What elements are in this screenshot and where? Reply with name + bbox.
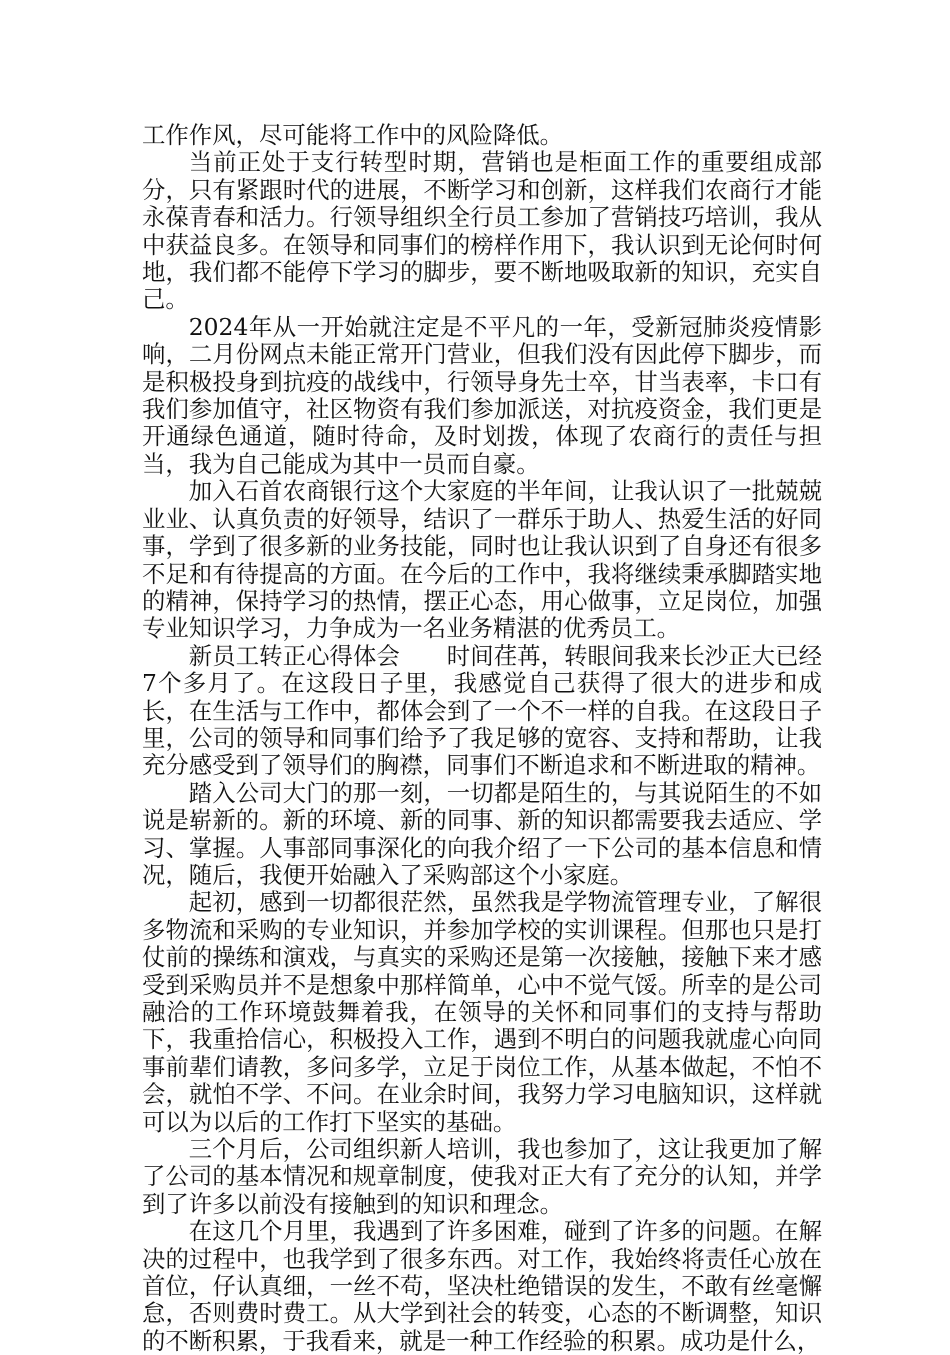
paragraph-7: 起初，感到一切都很茫然，虽然我是学物流管理专业，了解很多物流和采购的专业知识，并参加学校的实训课程。但那也只是打仗前的操练和演戏，与真实的采购还是第一次接触，接触下来才感受到采购员并不是想象中那样简单，心中不觉气馁。所幸的是公司融洽的工作环境鼓舞着我，在领导的关怀和同事们的支持与帮助下，我重拾信心，积极投入工作，遇到不明白的问题我就虚心向同事前辈们请教，多问多学，立足于岗位工作，从基本做起，不怕不会，就怕不学、不问。在业余时间，我努力学习电脑知识，这样就可以为以后的工作打下坚实的基础。 bbox=[142, 888, 822, 1136]
paragraph-2: 当前正处于支行转型时期，营销也是柜面工作的重要组成部分，只有紧跟时代的进展，不断学习和创新，这样我们农商行才能永葆青春和活力。行领导组织全行员工参加了营销技巧培训，我从中获益良多。在领导和同事们的榜样作用下，我认识到无论何时何地，我们都不能停下学习的脚步，要不断地吸取新的知识，充实自己。 bbox=[142, 148, 822, 314]
paragraph-8: 三个月后，公司组织新人培训，我也参加了，这让我更加了解了公司的基本情况和规章制度，使我对正大有了充分的认知，并学到了许多以前没有接触到的知识和理念。 bbox=[142, 1135, 822, 1218]
paragraph-1: 工作作风，尽可能将工作中的风险降低。 bbox=[142, 121, 564, 149]
paragraph-4: 加入石首农商银行这个大家庭的半年间，让我认识了一批兢兢业业、认真负责的好领导，结识了一群乐于助人、热爱生活的好同事，学到了很多新的业务技能，同时也让我认识到了自身还有很多不足和有待提高的方面。在今后的工作中，我将继续秉承脚踏实地的精神，保持学习的热情，摆正心态，用心做事，立足岗位，加强专业知识学习，力争成为一名业务精湛的优秀员工。 bbox=[142, 477, 822, 643]
paragraph-5: 新员工转正心得体会 时间荏苒，转眼间我来长沙正大已经7个多月了。在这段日子里，我感觉自己获得了很大的进步和成长，在生活与工作中，都体会到了一个不一样的自我。在这段日子里，公司的领导和同事们给予了我足够的宽容、支持和帮助，让我充分感受到了领导们的胸襟，同事们不断追求和不断进取的精神。 bbox=[142, 641, 822, 780]
paragraph-9: 在这几个月里，我遇到了许多困难，碰到了许多的问题。在解决的过程中，也我学到了很多东西。对工作，我始终将责任心放在首位，仔认真细，一丝不苟，坚决杜绝错误的发生，不敢有丝毫懈怠，否则费时费工。从大学到社会的转变，心态的不断调整，知识的不断积累，于我看来，就是一种工作经验的积累。成功是什么， bbox=[142, 1217, 822, 1355]
paragraph-3: 2024年从一开始就注定是不平凡的一年，受新冠肺炎疫情影响，二月份网点未能正常开门营业，但我们没有因此停下脚步，而是积极投身到抗疫的战线中，行领导身先士卒，甘当表率，卡口有我们参加值守，社区物资有我们参加派送，对抗疫资金，我们更是开通绿色通道，随时待命，及时划拨，体现了农商行的责任与担当，我为自己能成为其中一员而自豪。 bbox=[142, 312, 822, 478]
paragraph-6: 踏入公司大门的那一刻，一切都是陌生的，与其说陌生的不如说是崭新的。新的环境、新的同事、新的知识都需要我去适应、学习、掌握。人事部同事深化的向我介绍了一下公司的基本信息和情况，随后，我便开始融入了采购部这个小家庭。 bbox=[142, 778, 822, 889]
document-body bbox=[142, 122, 822, 1355]
